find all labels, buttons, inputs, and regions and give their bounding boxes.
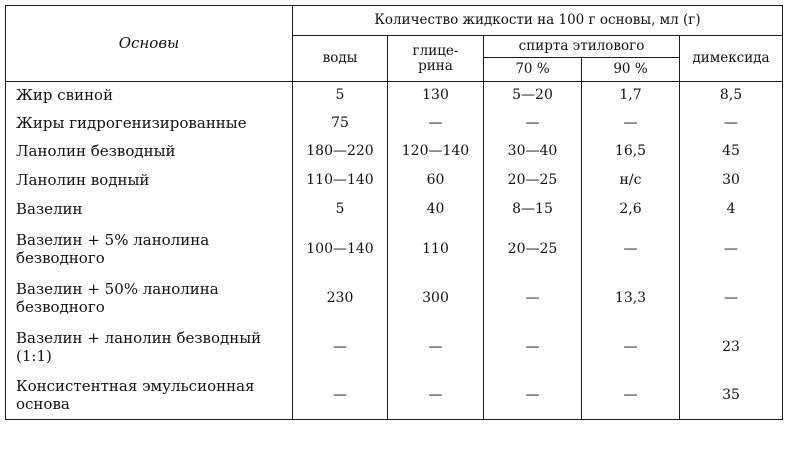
water-value: 75 [293, 109, 388, 137]
ethanol70-value: 5—20 [484, 82, 582, 109]
water-value: 5 [293, 194, 388, 224]
base-name: Вазелин + 50% ланолина безводного [6, 274, 293, 322]
ethanol90-value: — [582, 322, 680, 372]
base-name: Жир свиной [6, 82, 293, 109]
dimexide-value: 8,5 [680, 82, 783, 109]
ethanol90-value: — [582, 224, 680, 274]
base-name: Вазелин + ланолин безводный (1:1) [6, 322, 293, 372]
dimexide-value: 23 [680, 322, 783, 372]
ethanol70-value: 20—25 [484, 224, 582, 274]
dimexide-value: 45 [680, 137, 783, 166]
table-row [6, 137, 783, 166]
ethanol70-value: 30—40 [484, 137, 582, 166]
water-value: — [293, 322, 388, 372]
dimexide-value: — [680, 109, 783, 137]
ethanol90-value: 1,7 [582, 82, 680, 109]
header-glycerin: глице- рина [388, 36, 484, 82]
base-name: Ланолин безводный [6, 137, 293, 166]
header-liquid-amount: Количество жидкости на 100 г основы, мл (г) [293, 6, 783, 36]
header-ethanol-90: 90 % [582, 58, 680, 82]
table-row [6, 109, 783, 137]
table-row [6, 322, 783, 372]
glycerin-value: 60 [388, 166, 484, 194]
water-value: 5 [293, 82, 388, 109]
base-name: Ланолин водный [6, 166, 293, 194]
water-value: 180—220 [293, 137, 388, 166]
glycerin-value: 300 [388, 274, 484, 322]
glycerin-value: 110 [388, 224, 484, 274]
dimexide-value: — [680, 274, 783, 322]
ethanol90-value: — [582, 372, 680, 420]
dimexide-value: 35 [680, 372, 783, 420]
base-name: Вазелин [6, 194, 293, 224]
ethanol90-value: 2,6 [582, 194, 680, 224]
table-row [6, 82, 783, 109]
dimexide-value: — [680, 224, 783, 274]
water-value: 230 [293, 274, 388, 322]
header-water: воды [293, 36, 388, 82]
header-base: Основы [6, 6, 293, 82]
header-dimexide: димексида [680, 36, 783, 82]
ethanol90-value: 13,3 [582, 274, 680, 322]
table-row [6, 194, 783, 224]
glycerin-value: — [388, 109, 484, 137]
ethanol90-value: н/с [582, 166, 680, 194]
solubility-table [5, 5, 783, 420]
base-name: Вазелин + 5% ланолина безводного [6, 224, 293, 274]
ethanol70-value: — [484, 274, 582, 322]
glycerin-value: — [388, 372, 484, 420]
table-row [6, 224, 783, 274]
water-value: — [293, 372, 388, 420]
ethanol70-value: — [484, 322, 582, 372]
base-name: Консистентная эмульсионная основа [6, 372, 293, 420]
glycerin-value: 120—140 [388, 137, 484, 166]
glycerin-value: — [388, 322, 484, 372]
header-ethanol: спирта этилового [484, 36, 680, 58]
base-name: Жиры гидрогенизированные [6, 109, 293, 137]
ethanol70-value: — [484, 109, 582, 137]
dimexide-value: 4 [680, 194, 783, 224]
table-row [6, 166, 783, 194]
table-row [6, 372, 783, 420]
glycerin-value: 40 [388, 194, 484, 224]
ethanol70-value: 20—25 [484, 166, 582, 194]
ethanol90-value: 16,5 [582, 137, 680, 166]
ethanol90-value: — [582, 109, 680, 137]
header-ethanol-70: 70 % [484, 58, 582, 82]
water-value: 100—140 [293, 224, 388, 274]
ethanol70-value: 8—15 [484, 194, 582, 224]
glycerin-value: 130 [388, 82, 484, 109]
water-value: 110—140 [293, 166, 388, 194]
table-row [6, 274, 783, 322]
dimexide-value: 30 [680, 166, 783, 194]
ethanol70-value: — [484, 372, 582, 420]
